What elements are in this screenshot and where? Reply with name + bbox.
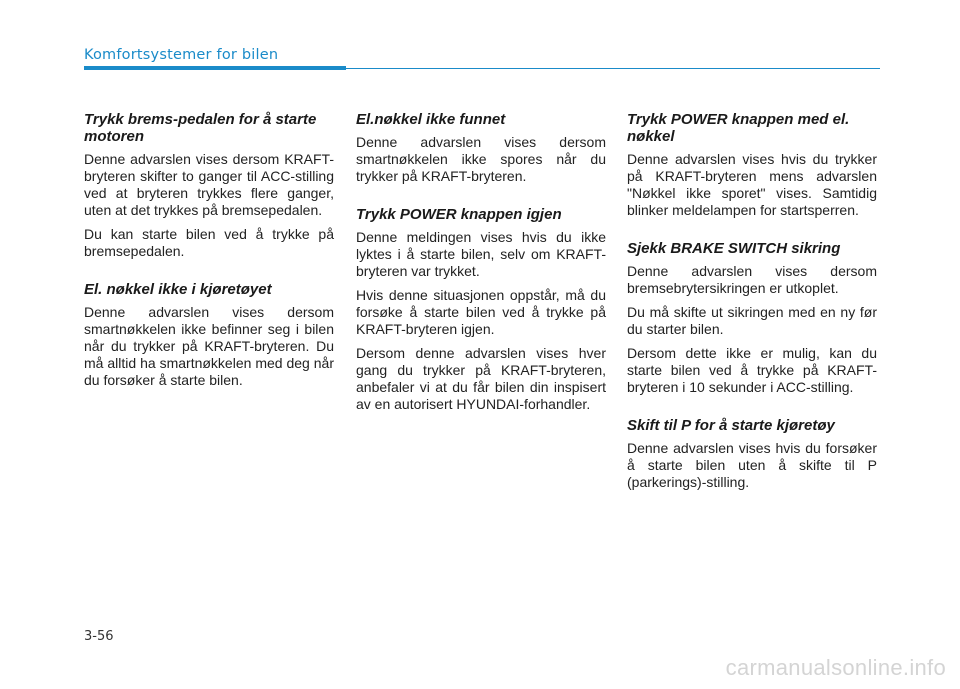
paragraph: Denne meldingen vises hvis du ikke lyktes i å starte bilen, selv om KRAFT-bryteren var trykket. xyxy=(356,229,606,279)
paragraph: Denne advarslen vises dersom bremsebrytersikringen er utkoplet. xyxy=(627,263,877,296)
paragraph: Denne advarslen vises dersom smartnøkkelen ikke spores når du trykker på KRAFT-bryteren. xyxy=(356,134,606,184)
paragraph: Du må skifte ut sikringen med en ny før du starter bilen. xyxy=(627,304,877,337)
section-heading: El. nøkkel ikke i kjøretøyet xyxy=(84,281,272,298)
paragraph: Du kan starte bilen ved å trykke på bremsepedalen. xyxy=(84,226,334,259)
paragraph: Dersom dette ikke er mulig, kan du starte bilen ved å trykke på KRAFT-bryteren i 10 sekunder i ACC-stilling. xyxy=(627,345,877,395)
section-heading: Trykk brems-pedalen for å starte motoren xyxy=(84,111,317,145)
text-column-3 xyxy=(627,111,877,498)
page-number: 3-56 xyxy=(84,629,114,644)
paragraph: Denne advarslen vises dersom KRAFT-bryteren skifter to ganger til ACC-stilling ved at bryteren trykkes flere ganger, uten at det trykkes på bremsepedalen. xyxy=(84,151,334,218)
section-heading: Sjekk BRAKE SWITCH sikring xyxy=(627,240,841,257)
section-heading: Trykk POWER knappen med el. nøkkel xyxy=(627,111,850,145)
paragraph: Denne advarslen vises hvis du forsøker å starte bilen uten å skifte til P (parkerings)-stilling. xyxy=(627,440,877,490)
section-heading: Skift til P for å starte kjøretøy xyxy=(627,417,835,434)
paragraph: Dersom denne advarslen vises hver gang du trykker på KRAFT-bryteren, anbefaler vi at du får bilen din inspisert av en autorisert HYUNDAI-forhandler. xyxy=(356,345,606,412)
text-column-2 xyxy=(356,111,606,420)
text-column-1 xyxy=(84,111,334,396)
paragraph: Denne advarslen vises dersom smartnøkkelen ikke befinner seg i bilen når du trykker på KRAFT-bryteren. Du må alltid ha smartnøkkelen med deg når du forsøker å starte bilen. xyxy=(84,304,334,388)
header-rule-thick xyxy=(84,66,346,70)
section-heading: El.nøkkel ikke funnet xyxy=(356,111,506,128)
paragraph: Hvis denne situasjonen oppstår, må du forsøke å starte bilen ved å trykke på KRAFT-bryteren igjen. xyxy=(356,287,606,337)
section-header: Komfortsystemer for bilen xyxy=(84,47,279,63)
watermark-text: carmanualsonline.info xyxy=(725,655,946,680)
paragraph: Denne advarslen vises hvis du trykker på KRAFT-bryteren mens advarslen "Nøkkel ikke sporet" vises. Samtidig blinker meldelampen for startsperren. xyxy=(627,151,877,218)
header-rule-thin xyxy=(346,68,880,69)
section-heading: Trykk POWER knappen igjen xyxy=(356,206,562,223)
